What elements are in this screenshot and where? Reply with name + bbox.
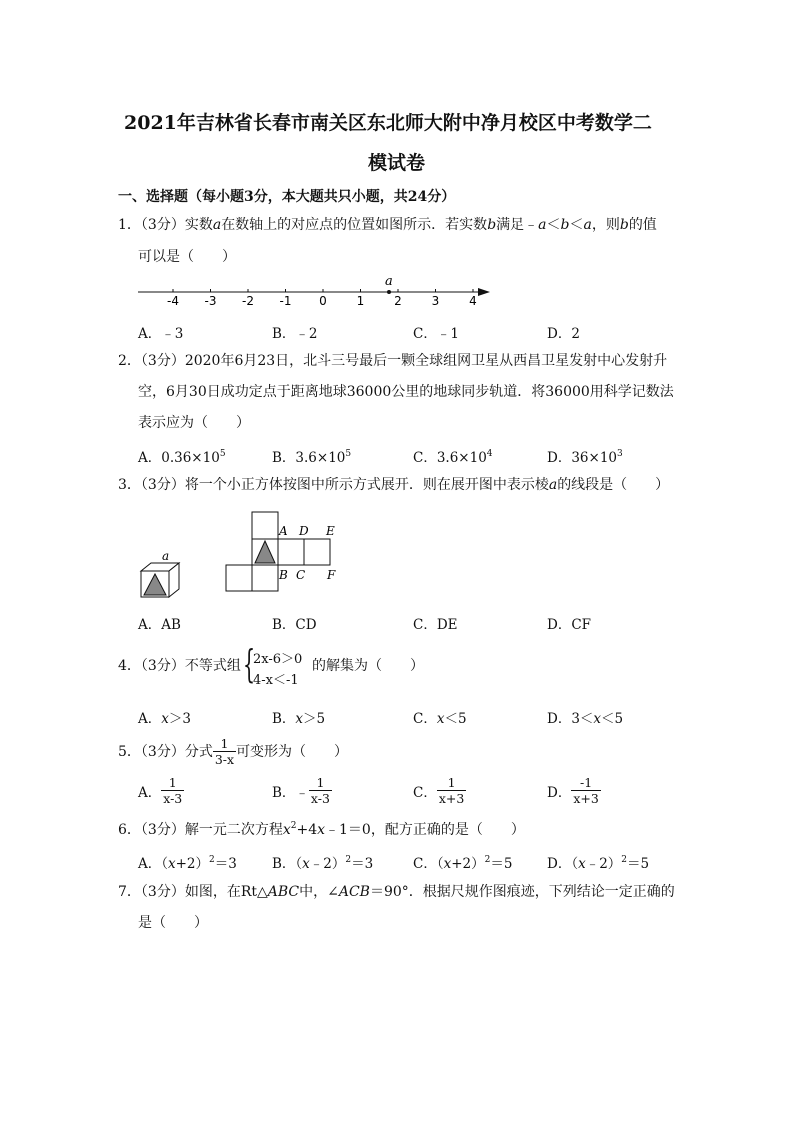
net-label-F: F [327,568,336,582]
number-line-arrow [478,288,490,296]
q3-option-c[interactable]: C．DE [413,617,458,633]
inequality-brace: { [243,642,256,686]
q5-option-b[interactable]: B． ﹣ $\frac{1}{x-3}$ [272,775,330,806]
tick-label: 4 [469,294,477,308]
number-line-figure [130,272,500,312]
q1-var-a: a [212,217,222,233]
q2-option-c[interactable]: C．$3.6\times 10^4$ [413,449,493,466]
q1-option-a[interactable]: A．﹣3 [138,326,184,342]
q4-option-b[interactable]: B．x＞5 [272,711,326,727]
q1-var-b: b [487,217,497,233]
question-7-line2: 是（ ） [138,915,208,931]
q1-option-d[interactable]: D．2 [547,326,580,342]
q6-option-d[interactable]: D．（x﹣2）$^2$＝5 [547,855,650,872]
tick-label: -2 [242,294,254,308]
net-label-B: B [279,568,288,582]
q1-var-b3: b [619,217,629,233]
q3-option-b[interactable]: B．CD [272,617,317,633]
inequality-1: 2x-6＞0 [253,652,303,667]
cube-figure [135,546,195,606]
q5-option-c[interactable]: C． $\frac{1}{x+3}$ [413,775,465,806]
q3-text-a: 3．（3分）将一个小正方体按图中所示方式展开．则在展开图中表示棱 [118,477,549,493]
tick-label: 1 [356,294,365,308]
q3-option-a[interactable]: A．AB [138,617,181,633]
q3-text-b: 的线段是（ ） [557,477,670,493]
q1-var-a3: a [583,217,592,233]
page-title-continued: 模试卷 [368,152,426,174]
q5-option-d[interactable]: D． $\frac{-1}{x+3}$ [547,775,599,806]
net-label-D: D [299,524,309,538]
tick-label: -3 [204,294,217,308]
net-label-E: E [326,524,335,538]
question-2-line1: 2．（3分）2020年6月23日，北斗三号最后一颗全球组网卫星从西昌卫星发射中心发射升 [118,353,668,369]
question-2-line2: 空，6月30日成功定点于距离地球36000公里的地球同步轨道．将36000用科学记数法 [138,384,674,400]
tick-label: 3 [431,294,440,308]
q1-text-c: 满足﹣ [496,217,539,233]
tick-label: 0 [319,294,327,308]
q1-text-d: ＜ [546,217,561,233]
q2-option-d[interactable]: D．$36\times 10^3$ [547,449,623,466]
q2-option-a[interactable]: A．$0.36\times 10^5$ [138,449,226,466]
question-1-line1 [118,218,657,232]
q1-text-e: ＜ [569,217,584,233]
page-title: 2021年吉林省长春市南关区东北师大附中净月校区中考数学二 [124,112,652,134]
inequality-2: 4-x＜-1 [253,673,299,688]
cube-edge-label: a [162,549,170,563]
q6-option-c[interactable]: C．$(x+2)^2=5$ [413,855,513,872]
q3-var: a [548,477,558,493]
question-5: 5．（3分）分式 $\frac{1}{3-x}$ 可变形为（ ） [118,736,349,767]
tick-label: -1 [279,294,292,308]
q4-option-d[interactable]: D．3＜x＜5 [547,711,624,727]
q1-option-b[interactable]: B．﹣2 [272,326,318,342]
question-7-line1: 7．（3分）如图，在Rt△ABC中，∠ACB＝90°．根据尺规作图痕迹，下列结论一定正确的 [118,884,675,900]
q1-text-g: 的值 [628,217,657,233]
q4-option-c[interactable]: C．x＜5 [413,711,467,727]
cube-net-figure [222,508,362,592]
point-a-label: a [385,274,393,289]
tick-label: 2 [394,294,402,308]
point-a [387,290,391,294]
q2-option-b[interactable]: B．$3.6\times 10^5$ [272,449,352,466]
q1-text-a: 1．（3分）实数 [118,217,213,233]
q1-text-b: 在数轴上的对应点的位置如图所示．若实数 [221,217,488,233]
q1-var-b2: b [560,217,570,233]
section-heading: 一、选择题（每小题3分，本大题共只小题，共24分） [118,189,456,205]
q6-option-b[interactable]: B．（x﹣2）$^2$＝3 [272,855,374,872]
net-label-A: A [279,524,288,538]
question-3-line1 [118,478,669,492]
net-label-C: C [296,568,306,582]
question-1-line2: 可以是（ ） [138,249,236,265]
q6-option-a[interactable]: A．$(x+2)^2=3$ [138,855,237,872]
q1-text-f: ，则 [591,217,620,233]
q5-fraction: $\frac{1}{3-x}$ [214,736,235,767]
q5-option-a[interactable]: A． $\frac{1}{x-3}$ [138,775,183,806]
q1-var-a2: a [538,217,547,233]
q4-option-a[interactable]: A．x＞3 [138,711,191,727]
q3-option-d[interactable]: D．CF [547,617,592,633]
tick-label: -4 [167,294,179,308]
q1-option-c[interactable]: C．﹣1 [413,326,459,342]
question-2-line3: 表示应为（ ） [138,415,250,431]
question-6: 6．（3分）解一元二次方程$x^2+4x﹣1=0$，配方正确的是（ ） [118,821,525,838]
question-4-suffix: 的解集为（ ） [312,658,424,674]
question-4-prefix: 4．（3分）不等式组 [118,658,241,674]
